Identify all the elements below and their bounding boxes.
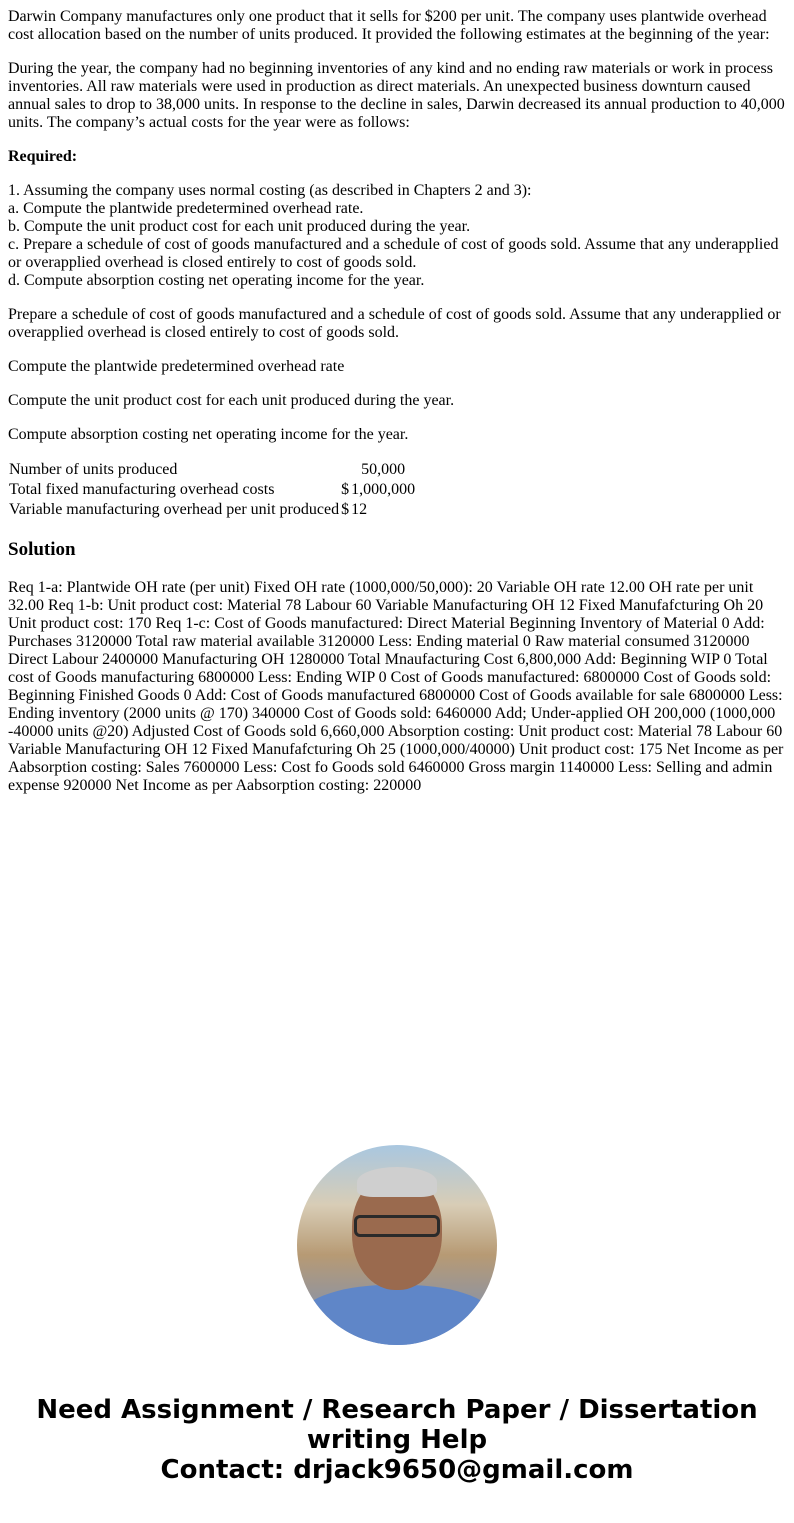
required-line: c. Prepare a schedule of cost of goods manufactured and a schedule of cost of goods sold. Assume that any underapplied or overapplied overhead is closed entirely to cost of goods sold. <box>8 236 779 271</box>
author-photo-container <box>8 1145 786 1345</box>
footer-ad <box>8 1395 786 1485</box>
table-row: Total fixed manufacturing overhead costs $ 1,000,000 <box>9 481 416 498</box>
table-row: Number of units produced 50,000 <box>9 461 406 478</box>
required-list <box>8 182 786 290</box>
intro-paragraph-1: Darwin Company manufactures only one product that it sells for $200 per unit. The company uses plantwide overhead cost allocation based on the number of units produced. It provided the following estimates at the beginning of the year: <box>8 8 770 43</box>
prompt: Compute the unit product cost for each unit produced during the year. <box>8 392 455 409</box>
prompt: Prepare a schedule of cost of goods manufactured and a schedule of cost of goods sold. Assume that any underapplied or overapplied overhead is closed entirely to cost of goods sold. <box>8 306 781 341</box>
intro-paragraph-2: During the year, the company had no beginning inventories of any kind and no ending raw materials or work in process inventories. All raw materials were used in production as direct materials. An unexpected business downturn caused annual sales to drop to 38,000 units. In response to the decline in sales, Darwin decreased its annual production to 40,000 units. The company’s actual costs for the year were as follows: <box>8 60 785 131</box>
prompt: Compute the plantwide predetermined overhead rate <box>8 358 345 375</box>
solution-heading: Solution <box>8 539 76 560</box>
table-row: Variable manufacturing overhead per unit produced $ 12 <box>9 501 368 518</box>
required-line: 1. Assuming the company uses normal costing (as described in Chapters 2 and 3): <box>8 182 532 199</box>
footer-line-1: Need Assignment / Research Paper / Dissertation writing Help <box>36 1395 758 1455</box>
required-line: b. Compute the unit product cost for each unit produced during the year. <box>8 218 471 235</box>
estimates-table <box>8 460 416 520</box>
solution-text: Req 1-a: Plantwide OH rate (per unit) Fixed OH rate (1000,000/50,000): 20 Variable OH rate 12.00 OH rate per unit 32.00 Req 1-b: Unit product cost: Material 78 Labour 60 Variable Manufacturing OH 12 Fixed Manufafcturing Oh 20 Unit product cost: 170 Req 1-c: Cost of Goods manufactured: Direct Material Beginning Inventory of Material 0 Add: Purchases 3120000 Total raw material available 3120000 Less: Ending material 0 Raw material consumed 3120000 Direct Labour 2400000 Manufacturing OH 1280000 Total Mnaufacturing Cost 6,800,000 Add: Beginning WIP 0 Total cost of Goods manufacturing 6800000 Less: Ending WIP 0 Cost of Goods manufactured: 6800000 Cost of Goods sold: Beginning Finished Goods 0 Add: Cost of Goods manufactured 6800000 Cost of Goods available for sale 6800000 Less: Ending inventory (2000 units @ 170) 340000 Cost of Goods sold: 6460000 Add; Under-applied OH 200,000 (1000,000 -40000 units @20) Adjusted Cost of Goods sold 6,660,000 Absorption costing: Unit product cost: Material 78 Labour 60 Variable Manufacturing OH 12 Fixed Manufafcturing Oh 25 (1000,000/40000) Unit product cost: 175 Net Income as per Aabsorption costing: Sales 7600000 Less: Cost fo Goods sold 6460000 Gross margin 1140000 Less: Selling and admin expense 920000 Net Income as per Aabsorption costing: 220000 <box>8 579 784 794</box>
required-line: a. Compute the plantwide predetermined overhead rate. <box>8 200 364 217</box>
prompt: Compute absorption costing net operating income for the year. <box>8 426 409 443</box>
glasses <box>354 1215 440 1237</box>
author-photo <box>297 1145 497 1345</box>
footer-contact: Contact: drjack9650@gmail.com <box>160 1455 634 1485</box>
required-line: d. Compute absorption costing net operating income for the year. <box>8 272 425 289</box>
required-label: Required: <box>8 148 78 165</box>
